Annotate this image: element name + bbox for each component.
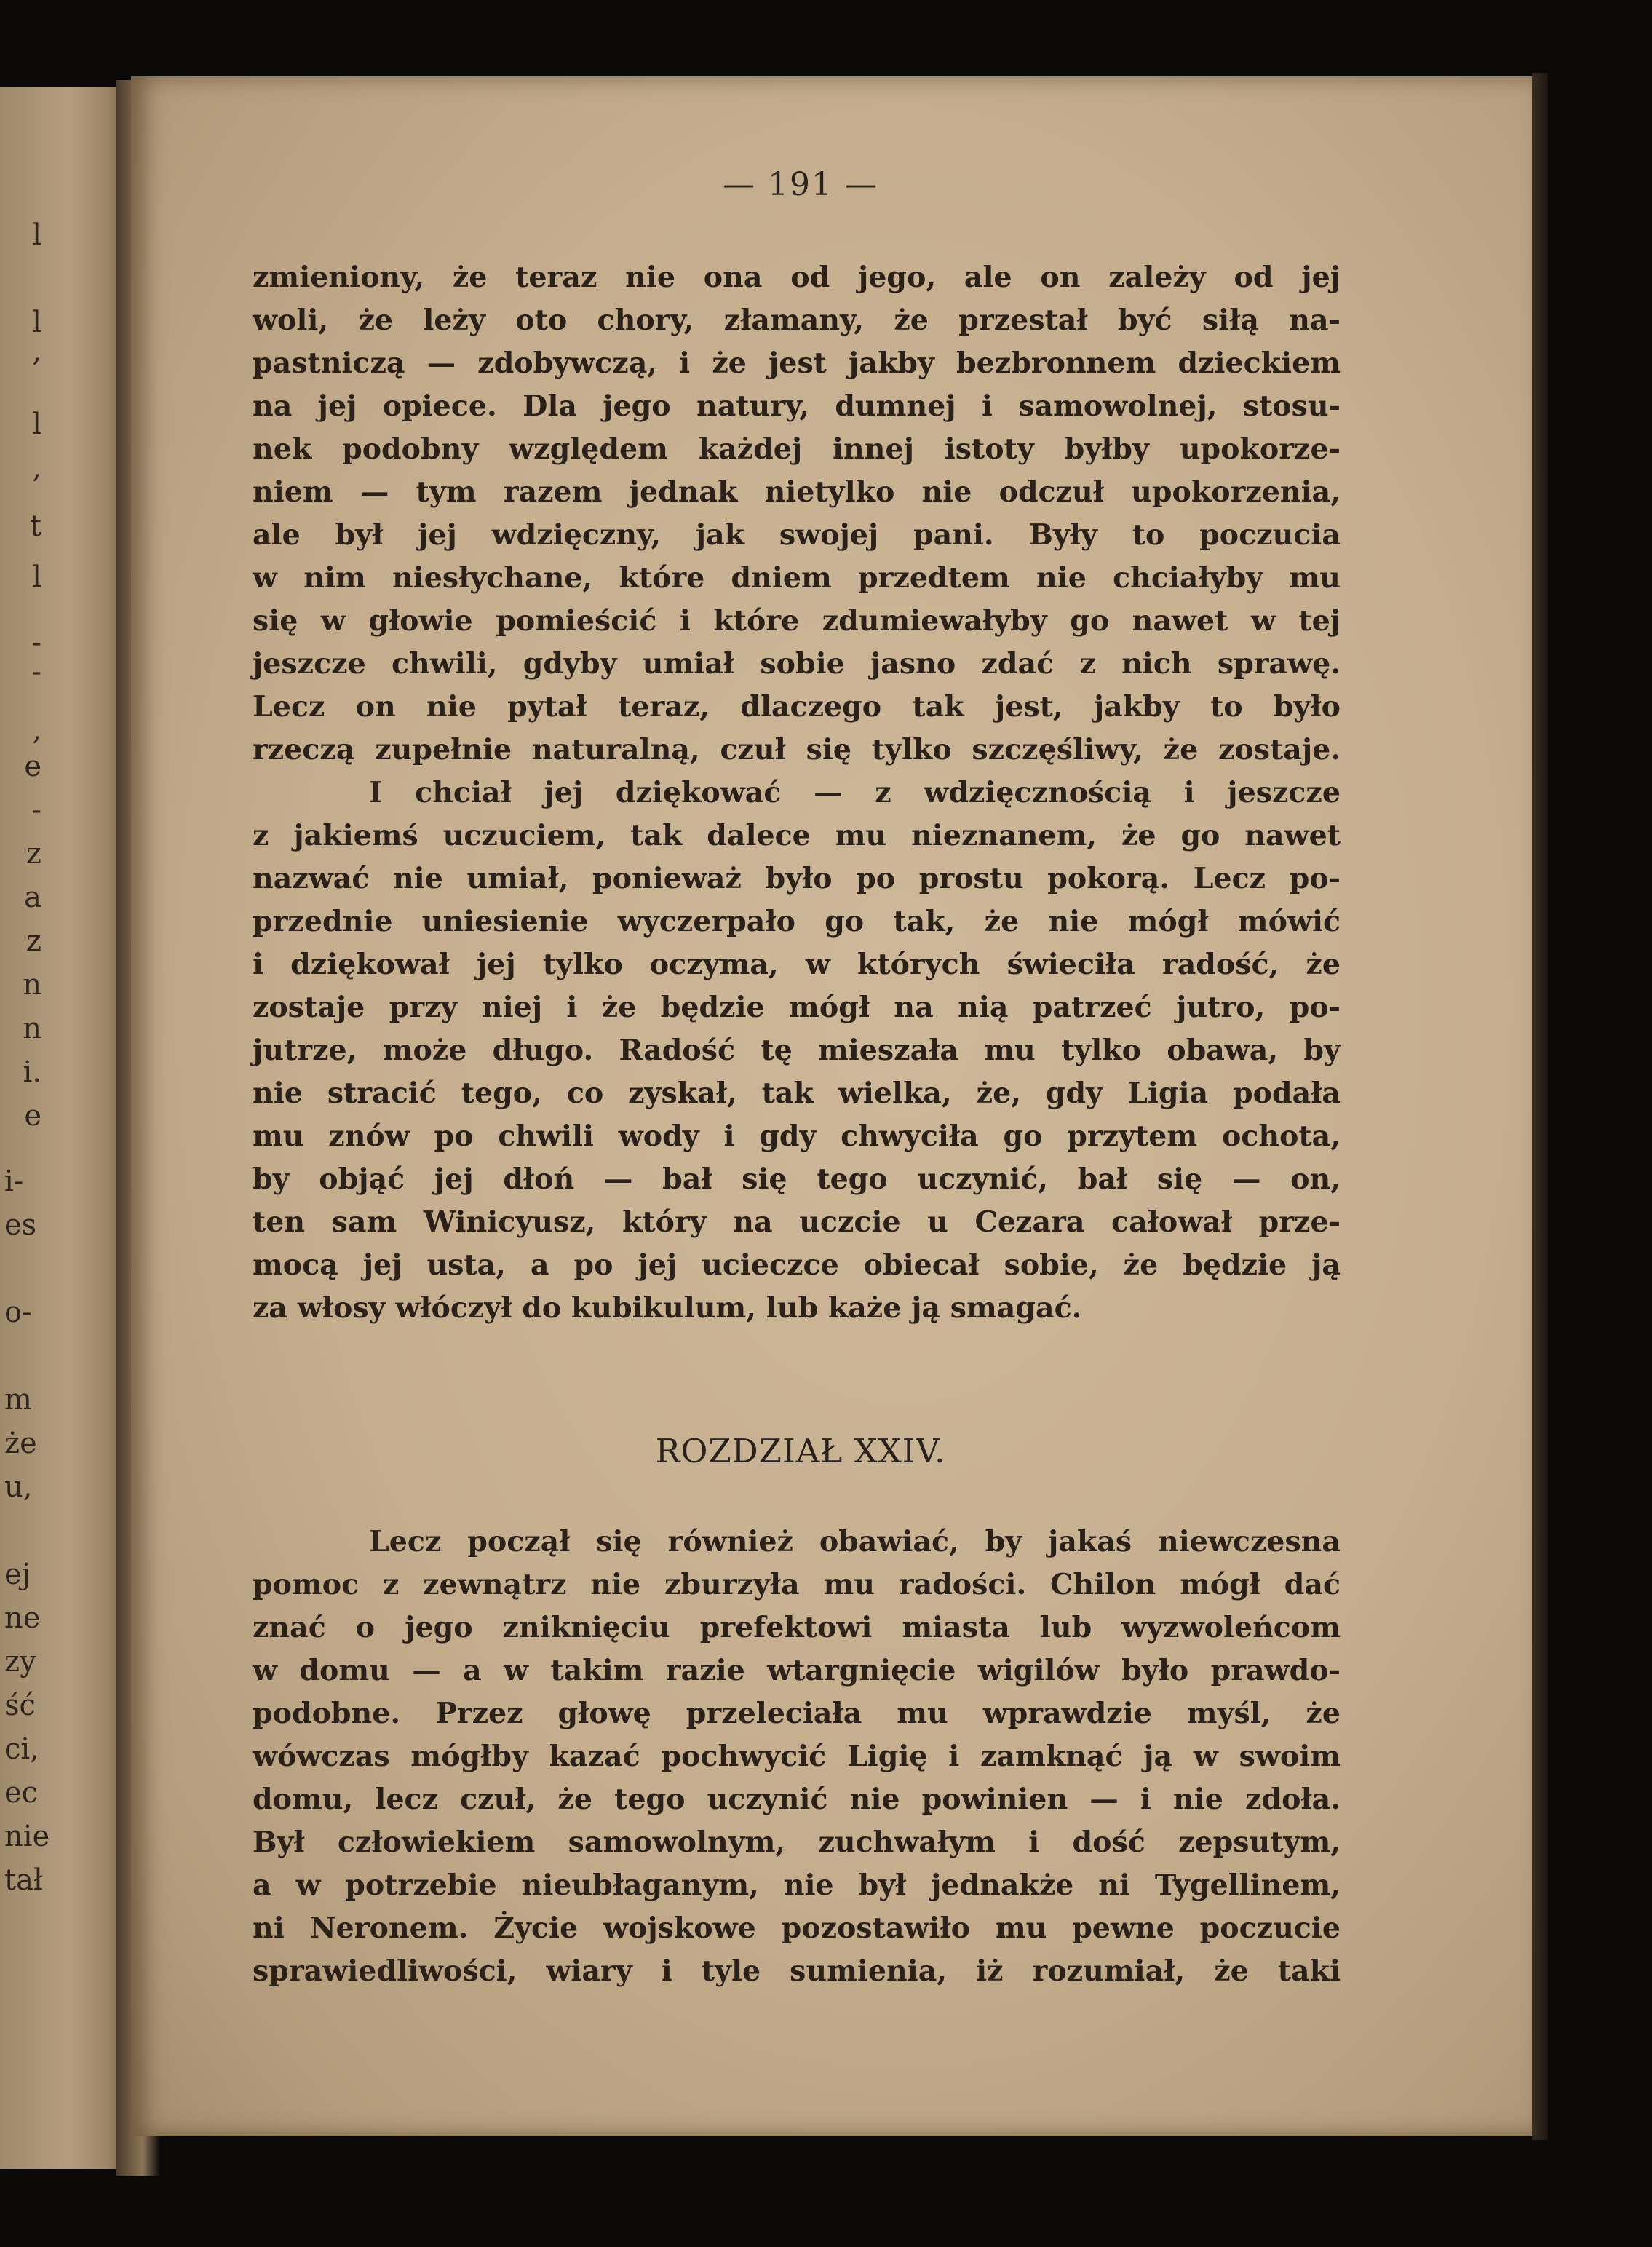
text-line: przednie uniesienie wyczerpało go tak, że nie mógł mówić — [253, 905, 1341, 938]
text-line: Lecz on nie pytał teraz, dlaczego tak jest, jakby to było — [253, 690, 1341, 724]
left-page-text-fragment: u, — [4, 1470, 33, 1504]
text-line: woli, że leży oto chory, złamany, że przestał być siłą na- — [253, 304, 1341, 337]
text-line: ni Neronem. Życie wojskowe pozostawiło mu pewne poczucie — [253, 1911, 1341, 1945]
page-edge-shadow — [1532, 73, 1548, 2140]
text-line: niem — tym razem jednak nietylko nie odczuł upokorzenia, — [253, 475, 1341, 509]
text-line: mocą jej usta, a po jej ucieczce obiecał sobie, że będzie ją — [253, 1248, 1341, 1282]
paragraph-2 — [253, 772, 1341, 1330]
text-line: zmieniony, że teraz nie ona od jego, ale on zależy od jej — [253, 261, 1341, 294]
left-page-text-fragment: e — [24, 1099, 41, 1133]
text-line: sprawiedliwości, wiary i tyle sumienia, iż rozumiał, że taki — [253, 1954, 1341, 1988]
left-page-text-fragment: , — [32, 335, 41, 368]
text-line: mu znów po chwili wody i gdy chwyciła go przytem ochota, — [253, 1119, 1341, 1153]
left-page-text-fragment: ść — [4, 1689, 36, 1722]
text-line: w domu — a w takim razie wtargnięcie wigilów było prawdo- — [253, 1654, 1341, 1687]
left-page-text-fragment: n — [23, 1012, 41, 1045]
left-page-text-fragment: m — [4, 1383, 32, 1416]
text-line: Był człowiekiem samowolnym, zuchwałym i dość zepsutym, — [253, 1826, 1341, 1859]
left-page-text-fragment: i. — [23, 1055, 41, 1089]
left-page-text-fragment: że — [4, 1427, 37, 1460]
left-page-text-fragment: o- — [4, 1296, 32, 1329]
left-page-text-fragment: i- — [4, 1165, 24, 1198]
left-page-text-fragment: z — [25, 924, 41, 958]
text-line: pastniczą — zdobywczą, i że jest jakby bezbronnem dzieckiem — [253, 346, 1341, 380]
text-line: pomoc z zewnątrz nie zburzyła mu radości. Chilon mógł dać — [253, 1568, 1341, 1601]
left-page-text-fragment: es — [4, 1208, 37, 1242]
left-page-text-fragment: zy — [4, 1645, 36, 1679]
text-line: nazwać nie umiał, ponieważ było po prostu pokorą. Lecz po- — [253, 862, 1341, 895]
paragraph-3 — [253, 1521, 1341, 1993]
left-page-text-fragment: , — [32, 713, 41, 747]
text-line: jeszcze chwili, gdyby umiał sobie jasno zdać z nich sprawę. — [253, 647, 1341, 681]
left-page-text-fragment: ne — [4, 1601, 41, 1635]
chapter-title: ROZDZIAŁ XXIV. — [655, 1432, 946, 1470]
left-page-text-fragment: l — [32, 408, 41, 441]
text-line: nek podobny względem każdej innej istoty byłby upokorze- — [253, 432, 1341, 466]
left-page-text-fragment: l — [32, 560, 41, 594]
text-line: wówczas mógłby kazać pochwycić Ligię i zamknąć ją w swoim — [253, 1740, 1341, 1773]
left-page-text-fragment: ej — [4, 1558, 31, 1591]
left-page-text-fragment: - — [31, 655, 41, 689]
text-line: z jakiemś uczuciem, tak dalece mu nieznanem, że go nawet — [253, 819, 1341, 852]
text-line: I chciał jej dziękować — z wdzięcznością i jeszcze — [369, 776, 1341, 809]
text-line: w nim niesłychane, które dniem przedtem nie chciałyby mu — [253, 561, 1341, 595]
left-page-text-fragment: , — [32, 451, 41, 485]
left-page-text-fragment: e — [24, 750, 41, 783]
text-line: jutrze, może długo. Radość tę mieszała mu tylko obawa, by — [253, 1034, 1341, 1067]
left-page-edge — [0, 87, 127, 2169]
text-line: ten sam Winicyusz, który na uczcie u Cezara całował prze- — [253, 1205, 1341, 1239]
text-line: a w potrzebie nieubłaganym, nie był jednakże ni Tygellinem, — [253, 1868, 1341, 1902]
text-line: nie stracić tego, co zyskał, tak wielka, że, gdy Ligia podała — [253, 1077, 1341, 1110]
text-line: się w głowie pomieścić i które zdumiewałyby go nawet w tej — [253, 604, 1341, 638]
left-page-text-fragment: - — [31, 793, 41, 827]
paragraph-1 — [253, 256, 1341, 772]
left-page-text-fragment: z — [25, 837, 41, 871]
text-line: i dziękował jej tylko oczyma, w których świeciła radość, że — [253, 948, 1341, 981]
left-page-text-fragment: n — [23, 968, 41, 1002]
left-page-text-fragment: tał — [4, 1863, 43, 1897]
text-line: by objąć jej dłoń — bał się tego uczynić, bał się — on, — [253, 1162, 1341, 1196]
left-page-text-fragment: l — [32, 306, 41, 339]
text-line: zostaje przy niej i że będzie mógł na nią patrzeć jutro, po- — [253, 991, 1341, 1024]
text-line: domu, lecz czuł, że tego uczynić nie powinien — i nie zdoła. — [253, 1783, 1341, 1816]
left-page-text-fragment: ec — [4, 1776, 39, 1810]
text-line: rzeczą zupełnie naturalną, czuł się tylko szczęśliwy, że zostaje. — [253, 733, 1341, 766]
left-page-text-fragment: l — [32, 218, 41, 252]
left-page-text-fragment: t — [29, 510, 41, 543]
text-line: podobne. Przez głowę przeleciała mu wprawdzie myśl, że — [253, 1697, 1341, 1730]
text-line: ale był jej wdzięczny, jak swojej pani. Były to poczucia — [253, 518, 1341, 552]
left-page-text-fragment: a — [24, 881, 41, 914]
text-line: na jej opiece. Dla jego natury, dumnej i samowolnej, stosu- — [253, 389, 1341, 423]
left-page-text-fragment: nie — [4, 1820, 50, 1853]
text-line: Lecz począł się również obawiać, by jakaś niewczesna — [369, 1525, 1341, 1558]
left-page-text-fragment: ci, — [4, 1732, 39, 1766]
text-line: za włosy włóczył do kubikulum, lub każe ją smagać. — [253, 1291, 1082, 1325]
text-line: znać o jego zniknięciu prefektowi miasta lub wyzwoleńcom — [253, 1611, 1341, 1644]
left-page-text-fragment: - — [31, 626, 41, 659]
page-number: — 191 — — [723, 166, 878, 203]
